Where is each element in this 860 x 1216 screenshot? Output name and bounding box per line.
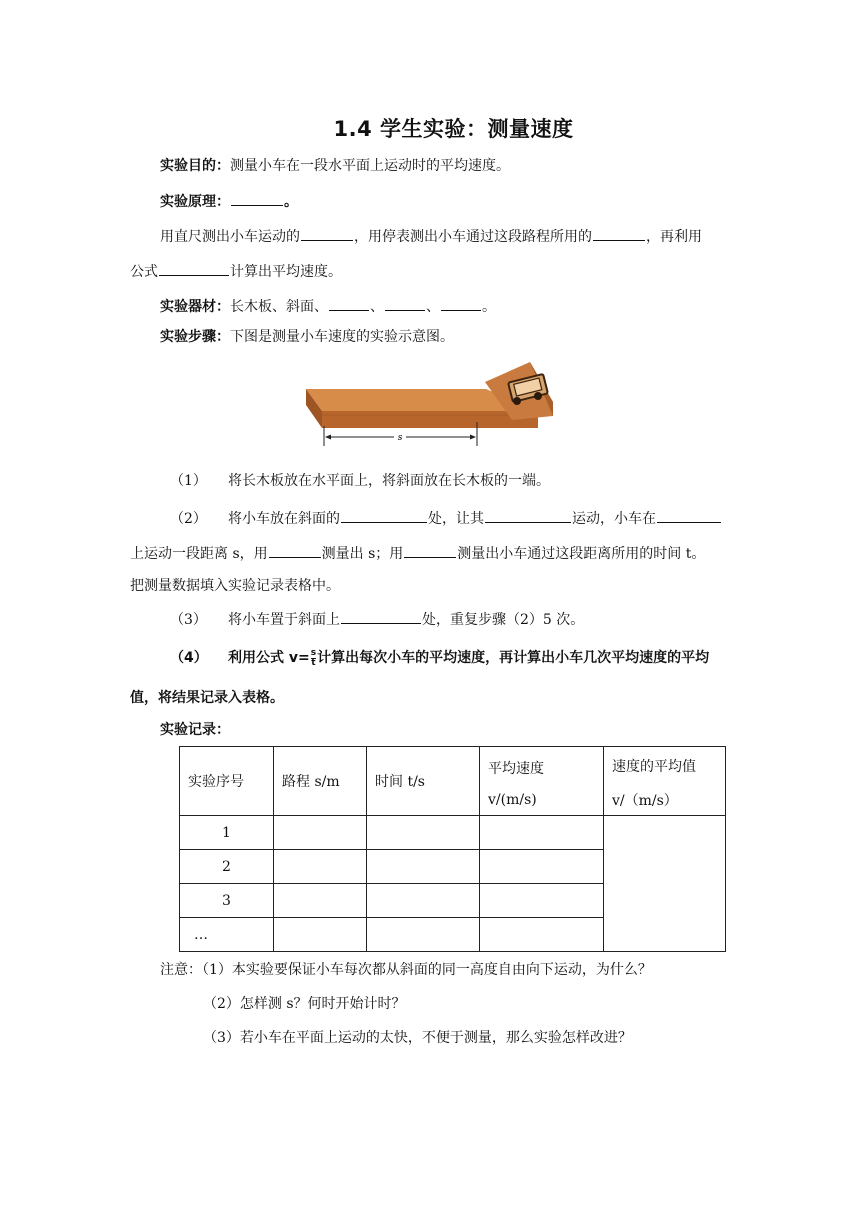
cell-speed[interactable] — [480, 816, 604, 850]
header-speed-line-1: 平均速度 — [488, 761, 544, 777]
record-label: 实验记录： — [160, 722, 230, 738]
board-front — [322, 411, 538, 428]
materials-line — [160, 295, 496, 317]
step-2-text-f: 测量出小车通过这段距离所用的时间 t。 — [457, 546, 706, 562]
materials-sep-1: 、 — [370, 299, 384, 315]
step-3-num: （3） — [170, 612, 207, 628]
cell-distance[interactable] — [274, 884, 367, 918]
row-index: … — [180, 918, 274, 952]
step-2-blank-surface[interactable] — [657, 507, 721, 523]
principle-line — [160, 190, 298, 212]
header-average-line-2: v/（m/s） — [612, 793, 678, 809]
step-4-line-1 — [170, 648, 709, 668]
fraction-denominator: t — [311, 657, 316, 668]
method-line-2 — [130, 260, 342, 282]
step-2-num: （2） — [170, 511, 207, 527]
header-speed — [480, 747, 604, 816]
step-1-text: 将长木板放在水平面上，将斜面放在长木板的一端。 — [228, 473, 550, 489]
step-3 — [170, 608, 584, 630]
page-title: 1.4 学生实验：测量速度 — [333, 117, 574, 141]
note-1: 注意：（1）本实验要保证小车每次都从斜面的同一高度自由向下运动，为什么？ — [160, 962, 652, 978]
table-header-row — [180, 747, 726, 816]
cell-time[interactable] — [367, 884, 480, 918]
header-speed-line-2: v/(m/s) — [488, 792, 537, 808]
method-text-1: 用直尺测出小车运动的 — [160, 229, 300, 245]
cell-distance[interactable] — [274, 816, 367, 850]
step-4-line-2 — [130, 688, 284, 708]
principle-blank[interactable] — [231, 190, 283, 206]
step-2-blank-tool-2[interactable] — [404, 542, 456, 558]
step-2-text-a: 将小车放在斜面的 — [228, 511, 340, 527]
step-2-blank-motion[interactable] — [485, 507, 571, 523]
method-blank-formula[interactable] — [159, 260, 229, 276]
materials-text: 长木板、斜面、 — [230, 299, 328, 315]
method-text-3: ，再利用 — [646, 229, 702, 245]
row-index: 3 — [180, 884, 274, 918]
header-average-line-1: 速度的平均值 — [612, 759, 696, 775]
steps-label: 实验步骤： — [160, 329, 230, 345]
materials-blank-2[interactable] — [385, 295, 425, 311]
step-2-text-c: 运动，小车在 — [572, 511, 656, 527]
step-1-num: （1） — [170, 473, 207, 489]
principle-label: 实验原理： — [160, 194, 230, 210]
cell-distance[interactable] — [274, 850, 367, 884]
method-text-2: ，用停表测出小车通过这段路程所用的 — [354, 229, 592, 245]
arrow-left-icon — [325, 435, 331, 440]
materials-blank-3[interactable] — [441, 295, 481, 311]
cell-average-speed[interactable] — [604, 816, 726, 952]
step-2-text-g: 把测量数据填入实验记录表格中。 — [130, 578, 340, 594]
row-index: 1 — [180, 816, 274, 850]
method-blank-distance[interactable] — [301, 225, 353, 241]
cell-time[interactable] — [367, 816, 480, 850]
row-index: 2 — [180, 850, 274, 884]
header-distance: 路程 s/m — [274, 747, 367, 816]
method-text-5: 计算出平均速度。 — [230, 264, 342, 280]
purpose-text: 测量小车在一段水平面上运动时的平均速度。 — [230, 158, 510, 174]
step-2-text-e: 测量出 s；用 — [321, 546, 404, 562]
step-2-text-d: 上运动一段距离 s，用 — [130, 546, 268, 562]
cell-speed[interactable] — [480, 884, 604, 918]
step-2-blank-position[interactable] — [341, 507, 427, 523]
step-2-line-3 — [130, 576, 340, 596]
step-4-text-a: 利用公式 v= — [228, 650, 310, 666]
distance-label: s — [397, 433, 403, 443]
method-blank-time[interactable] — [593, 225, 645, 241]
fraction-numerator: s — [310, 647, 317, 658]
header-trial: 实验序号 — [180, 747, 274, 816]
note-3: （3）若小车在平面上运动的太快，不便于测量，那么实验怎样改进？ — [203, 1030, 632, 1046]
materials-label: 实验器材： — [160, 299, 230, 315]
materials-end: 。 — [482, 299, 496, 315]
table-row — [180, 816, 726, 850]
step-3-text-a: 将小车置于斜面上 — [228, 612, 340, 628]
materials-blank-1[interactable] — [329, 295, 369, 311]
principle-end: 。 — [284, 194, 298, 210]
header-average — [604, 747, 726, 816]
cell-time[interactable] — [367, 850, 480, 884]
materials-sep-2: 、 — [426, 299, 440, 315]
step-4-text-c: 值，将结果记录入表格。 — [130, 690, 284, 706]
note-2: （2）怎样测 s？何时开始计时？ — [203, 996, 406, 1012]
cell-speed[interactable] — [480, 850, 604, 884]
steps-intro-text: 下图是测量小车速度的实验示意图。 — [230, 329, 454, 345]
step-2-blank-tool-1[interactable] — [269, 542, 321, 558]
step-2-text-b: 处，让其 — [428, 511, 484, 527]
step-4-num: （4） — [170, 650, 208, 666]
cell-speed[interactable] — [480, 918, 604, 952]
purpose-line — [160, 156, 510, 176]
purpose-label: 实验目的： — [160, 158, 230, 174]
header-time: 时间 t/s — [367, 747, 480, 816]
step-3-blank-position[interactable] — [341, 608, 421, 624]
cell-distance[interactable] — [274, 918, 367, 952]
cell-time[interactable] — [367, 918, 480, 952]
steps-intro-line — [160, 327, 454, 347]
step-2-line-1 — [170, 507, 722, 529]
step-2-line-2 — [130, 542, 705, 564]
formula-fraction — [311, 649, 316, 668]
step-3-text-b: 处，重复步骤（2）5 次。 — [422, 612, 585, 628]
method-text-4: 公式 — [130, 264, 158, 280]
method-line-1 — [160, 225, 702, 247]
step-1 — [170, 471, 550, 491]
arrow-right-icon — [470, 435, 476, 440]
step-4-text-b: 计算出每次小车的平均速度，再计算出小车几次平均速度的平均 — [317, 650, 710, 666]
experiment-figure — [302, 358, 555, 450]
record-table — [179, 746, 726, 952]
